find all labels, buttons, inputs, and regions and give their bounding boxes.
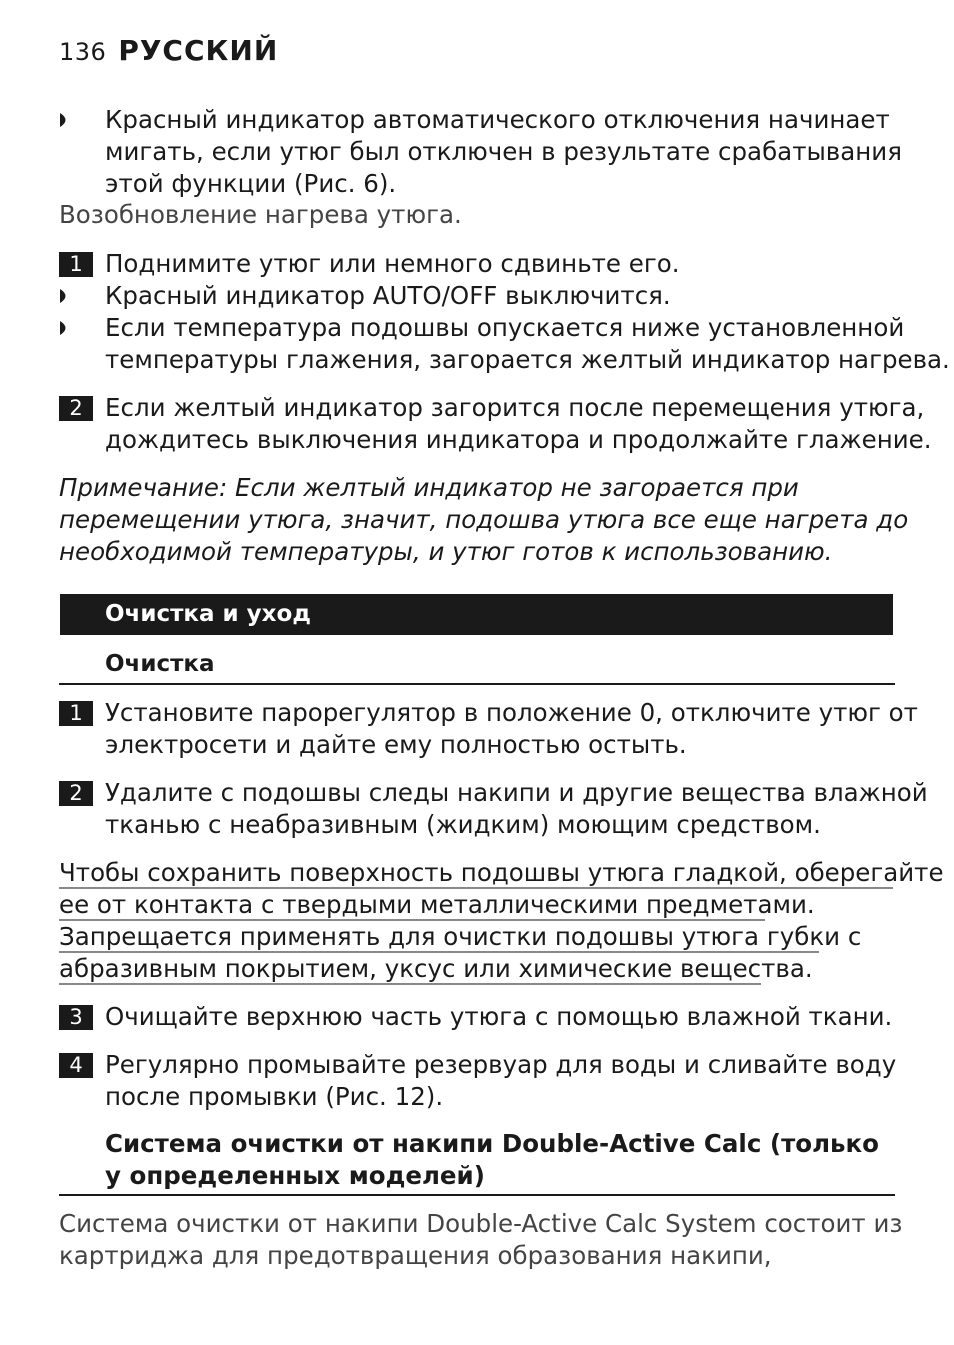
step-text: дождитесь выключения индикатора и продолжайте глажение. <box>105 425 932 454</box>
calc-heading: у определенных моделей) <box>105 1161 485 1190</box>
step-text: тканью с неабразивным (жидким) моющим средством. <box>105 810 821 839</box>
section-heading-bar <box>60 594 893 635</box>
calc-heading: Система очистки от накипи Double-Active Calc (только <box>105 1129 880 1158</box>
bullet-text: мигать, если утюг был отключен в результате срабатывания <box>105 137 902 166</box>
step-number-badge: 2 <box>59 781 93 806</box>
bullet-text: Красный индикатор AUTO/OFF выключится. <box>105 281 671 310</box>
warning-text: абразивным покрытием, уксус или химические вещества. <box>59 954 813 983</box>
section-title: Очистка и уход <box>105 601 311 627</box>
step-text: после промывки (Рис. 12). <box>105 1082 444 1111</box>
warning-text: Чтобы сохранить поверхность подошвы утюга гладкой, оберегайте <box>59 858 944 887</box>
warning-text: Запрещается применять для очистки подошвы утюга губки с <box>59 922 862 951</box>
divider <box>59 683 895 685</box>
divider <box>59 1194 895 1196</box>
step-number-badge: 1 <box>59 252 93 277</box>
step-text: Поднимите утюг или немного сдвиньте его. <box>105 249 680 278</box>
step-number-badge: 1 <box>59 701 93 726</box>
note-text: необходимой температуры, и утюг готов к использованию. <box>59 537 833 566</box>
step-text: Установите парорегулятор в положение 0, отключите утюг от <box>105 698 918 727</box>
warning-underline <box>59 983 761 985</box>
page-number: 136 <box>59 38 107 66</box>
step-number-badge: 3 <box>59 1005 93 1030</box>
step-text: Удалите с подошвы следы накипи и другие вещества влажной <box>105 778 928 807</box>
calc-body-text: картриджа для предотвращения образования накипи, <box>59 1241 772 1270</box>
bullet-arrow-icon <box>59 312 75 344</box>
bullet-text: Если температура подошвы опускается ниже установленной <box>105 313 905 342</box>
step-text: электросети и дайте ему полностью остыть. <box>105 730 687 759</box>
bullet-text: этой функции (Рис. 6). <box>105 169 397 198</box>
step-number-badge: 2 <box>59 396 93 421</box>
language-title: РУССКИЙ <box>118 34 279 67</box>
bullet-text: температуры глажения, загорается желтый индикатор нагрева. <box>105 345 950 374</box>
step-number-badge: 4 <box>59 1053 93 1078</box>
bullet-arrow-icon <box>59 280 75 312</box>
warning-text: ее от контакта с твердыми металлическими предметами. <box>59 890 815 919</box>
step-text: Регулярно промывайте резервуар для воды и сливайте воду <box>105 1050 897 1079</box>
note-text: Примечание: Если желтый индикатор не загорается при <box>59 473 799 502</box>
step-text: Если желтый индикатор загорится после перемещения утюга, <box>105 393 925 422</box>
note-text: перемещении утюга, значит, подошва утюга все еще нагрета до <box>59 505 909 534</box>
page-header <box>59 34 278 67</box>
subsection-title: Очистка <box>105 651 215 677</box>
bullet-text: Красный индикатор автоматического отключения начинает <box>105 105 890 134</box>
calc-body-text: Система очистки от накипи Double-Active Calc System состоит из <box>59 1209 903 1238</box>
resume-text: Возобновление нагрева утюга. <box>59 200 462 229</box>
bullet-arrow-icon <box>59 104 75 136</box>
step-text: Очищайте верхнюю часть утюга с помощью влажной ткани. <box>105 1002 893 1031</box>
